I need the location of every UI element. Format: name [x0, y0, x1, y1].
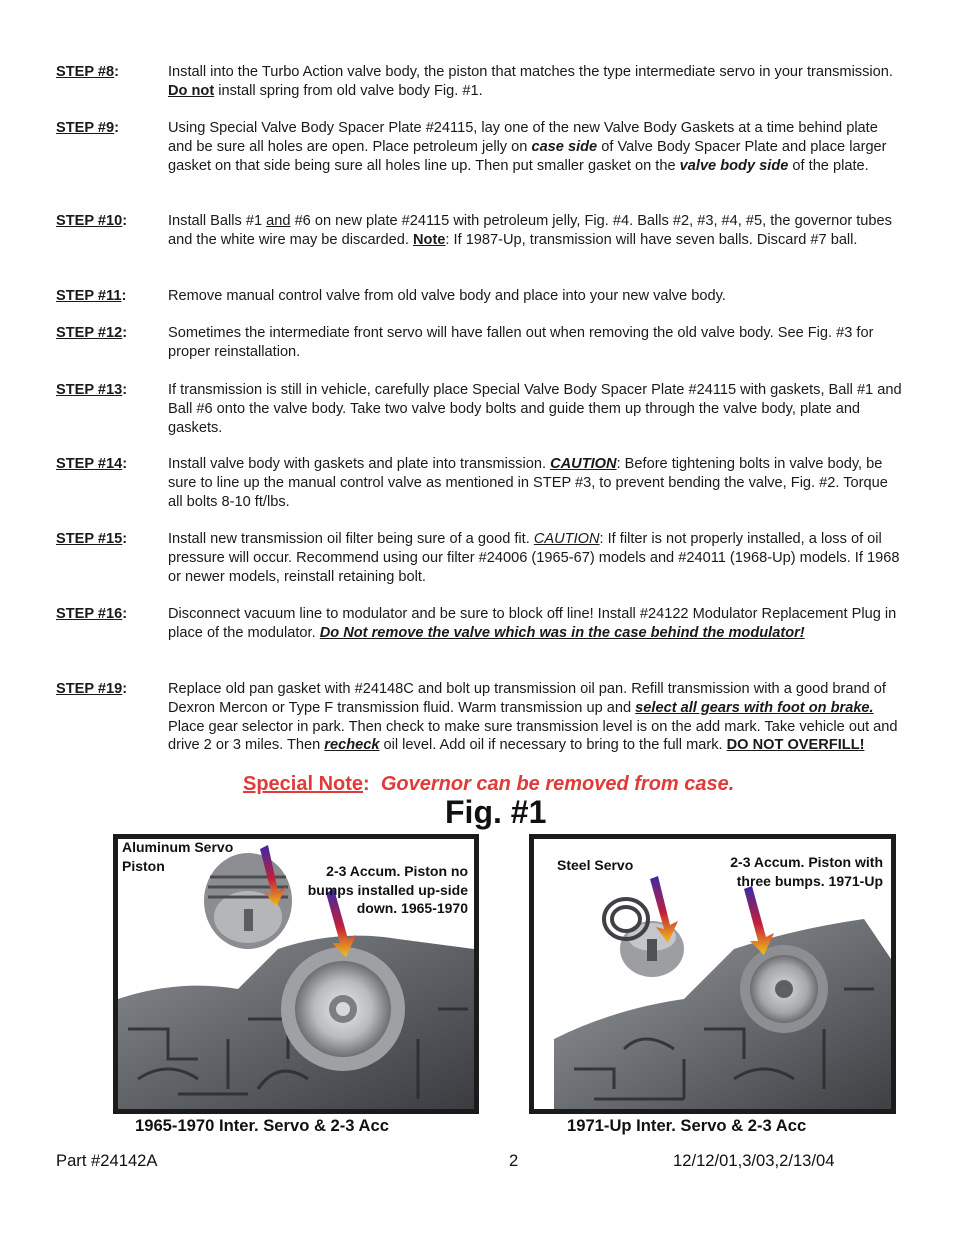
step-label: STEP #16:: [56, 606, 128, 622]
step-8: [56, 63, 902, 101]
step-9: [56, 119, 902, 175]
step-13: [56, 381, 902, 437]
step-15: [56, 530, 902, 586]
label-steel-servo: Steel Servo: [557, 857, 634, 873]
footer-page-number: 2: [509, 1151, 519, 1170]
step-10: [56, 212, 902, 250]
step-11: [56, 287, 902, 306]
step-label: STEP #8:: [56, 64, 120, 80]
step-text: Sometimes the intermediate front servo will have fallen out when removing the old valve body. See Fig. #3 for proper reinstallation.: [168, 325, 874, 360]
step-text: If transmission is still in vehicle, carefully place Special Valve Body Spacer Plate #24115 with gaskets, Ball #1 and Ball #6 onto the valve body. Take two valve body bolts and guide them up through the valve body, plate and gaskets.: [168, 382, 902, 436]
step-16: [56, 605, 902, 643]
step-text: Install Balls #1 and #6 on new plate #24115 with petroleum jelly, Fig. #4. Balls #2, #3, #4, #5, the governor tubes and the white wire may be discarded. Note: If 1987-Up, transmission will have seven balls. Discard #7 ball.: [168, 213, 892, 248]
step-label: STEP #15:: [56, 531, 128, 547]
label-accum-piston-1971: 2-3 Accum. Piston with three bumps. 1971-Up: [730, 854, 883, 889]
step-label: STEP #9:: [56, 120, 120, 136]
special-note: Special Note: Governor can be removed from case.: [243, 773, 735, 795]
step-label: STEP #11:: [56, 288, 127, 304]
caption-right: 1971-Up Inter. Servo & 2-3 Acc: [567, 1116, 807, 1135]
step-text: Install into the Turbo Action valve body, the piston that matches the type intermediate servo in your transmission. Do not install spring from old valve body Fig. #1.: [168, 64, 893, 99]
step-label: STEP #10:: [56, 213, 128, 229]
label-aluminum-servo: Aluminum Servo Piston: [122, 839, 234, 874]
step-label: STEP #12:: [56, 325, 128, 341]
step-12: [56, 324, 902, 362]
step-label: STEP #14:: [56, 456, 128, 472]
footer-revision-dates: 12/12/01,3/03,2/13/04: [673, 1151, 835, 1170]
step-19: [56, 680, 902, 755]
step-text: Install valve body with gaskets and plate into transmission. CAUTION: Before tightening bolts in valve body, be sure to line up the manual control valve as mentioned in STEP #3, to prevent bending the valve, Fig. #2. Torque all bolts 8-10 ft/lbs.: [168, 456, 888, 510]
step-text: Install new transmission oil filter being sure of a good fit. CAUTION: If filter is not properly installed, a loss of oil pressure will occur. Recommend using our filter #24006 (1965-67) models and #24011 (1968-Up) models. If 1968 or newer models, reinstall retaining bolt.: [168, 531, 900, 585]
step-text: Using Special Valve Body Spacer Plate #24115, lay one of the new Valve Body Gaskets at a time behind plate and be sure all holes are open. Place petroleum jelly on case side of Valve Body Spacer Plate and place larger gasket on that side being sure all holes line up. Then put smaller gasket on the valve body side of the plate.: [168, 120, 887, 174]
caption-left: 1965-1970 Inter. Servo & 2-3 Acc: [135, 1116, 389, 1135]
step-label: STEP #13:: [56, 382, 128, 398]
step-text: Remove manual control valve from old valve body and place into your new valve body.: [168, 288, 726, 304]
step-14: [56, 455, 902, 511]
footer-part-number: Part #24142A: [56, 1151, 158, 1170]
step-text: Disconnect vacuum line to modulator and be sure to block off line! Install #24122 Modulator Replacement Plug in place of the modulator. Do Not remove the valve which was in the case behind the modulator!: [168, 606, 897, 641]
figure-title: Fig. #1: [445, 794, 547, 830]
step-label: STEP #19:: [56, 681, 128, 697]
label-accum-piston-1965: 2-3 Accum. Piston no bumps installed up-side down. 1965-1970: [307, 863, 468, 916]
step-text: Replace old pan gasket with #24148C and bolt up transmission oil pan. Refill transmission with a good brand of Dexron Mercon or Type F transmission fluid. Warm transmission up and select all gears with foot on brake. Place gear selector in park. Then check to make sure transmission level is on the add mark. Take vehicle out and drive 2 or 3 miles. Then recheck oil level. Add oil if necessary to bring to the full mark. DO NOT OVERFILL!: [168, 681, 898, 754]
